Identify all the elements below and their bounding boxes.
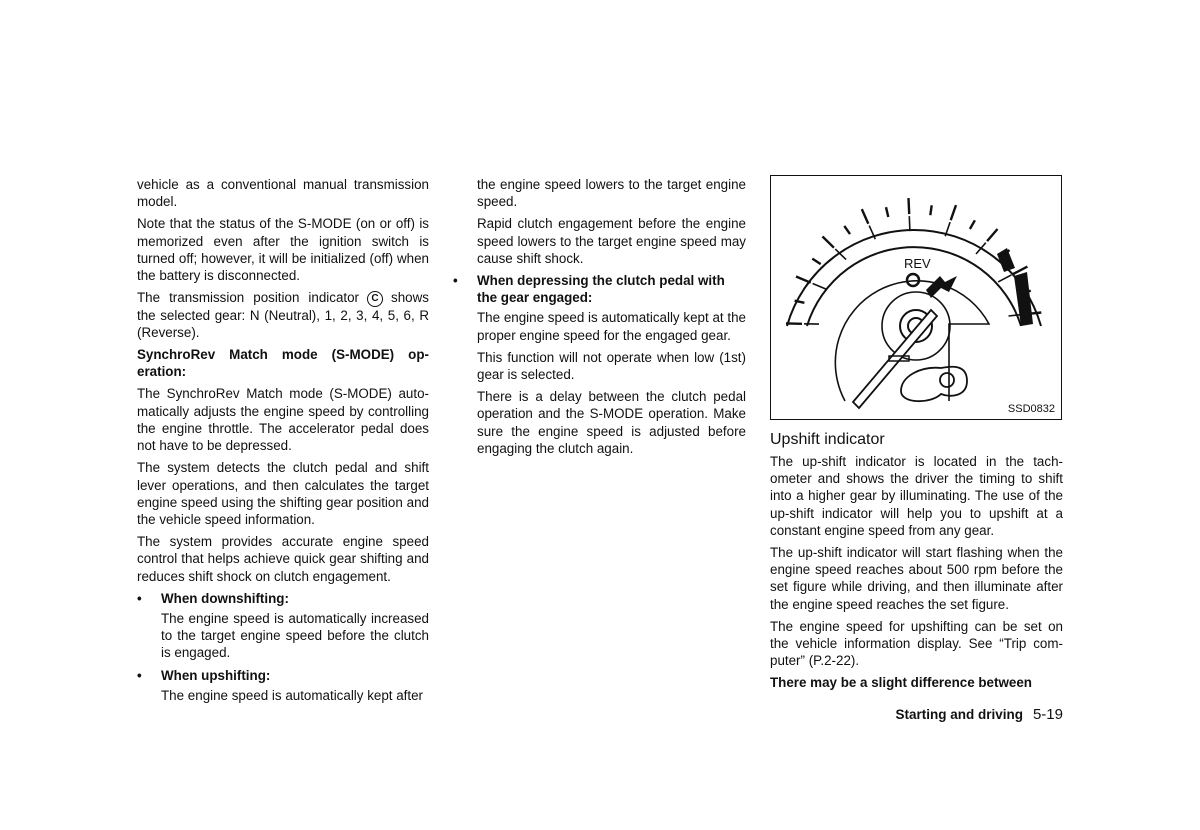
tach-inner-tick [998, 275, 1011, 282]
page-footer [895, 706, 1063, 723]
column-middle [453, 176, 746, 462]
paragraph: The up-shift indicator will start flashing when the engine speed reaches about 500 rpm before the set figure while driving, and then illuminate after the engine speed reaches the set figure. [770, 545, 1063, 612]
paragraph: vehicle as a conventional manual transmission model. [137, 177, 429, 210]
page-number: 5-19 [1032, 706, 1063, 723]
paragraph: The engine speed for upshifting can be set on the vehicle information display. See “Trip com-puter” (P.2-22). [770, 618, 1063, 669]
tach-tick [796, 277, 811, 283]
tach-tick [970, 220, 975, 229]
tach-tick [862, 209, 869, 224]
tach-inner-tick [976, 243, 986, 254]
paragraph [137, 289, 429, 341]
footer-section: Starting and driving [895, 707, 1023, 722]
tach-outer-arc [787, 230, 1041, 326]
tach-inner-tick [813, 284, 827, 290]
bullet-title: When upshifting: [161, 667, 271, 683]
tach-tick [951, 205, 956, 220]
indicator-c-icon: C [367, 291, 383, 307]
paragraph: This function will not operate when low (1st) gear is selected. [477, 349, 746, 383]
tach-inner-tick [909, 216, 910, 231]
paragraph: Rapid clutch engagement before the engine speed lowers to the target engine speed may cause shift shock. [477, 216, 746, 266]
paragraph: The engine speed is automatically kept at the proper engine speed for the engaged gear. [477, 310, 746, 343]
tach-tick [909, 198, 910, 214]
redzone-segment [997, 248, 1015, 272]
tachometer-illustration [771, 176, 1062, 420]
bullet-title: When downshifting: [161, 590, 289, 606]
paragraph-text: The transmission position indicator [137, 290, 360, 306]
tach-tick [987, 229, 997, 241]
paragraph: The engine speed is automatically increased to the target engine speed before the clutch is engaged. [161, 610, 429, 661]
section-heading: SynchroRev Match mode (S-MODE) op-eration: [137, 347, 429, 380]
tach-tick [886, 207, 888, 217]
bullet-icon: • [453, 273, 458, 289]
tachometer-figure [770, 175, 1062, 420]
paragraph: The system detects the clutch pedal and shift lever operations, and then calculates the target engine speed using the shifting gear position and the vehicle speed information. [137, 460, 429, 527]
gauge-lower-shape [901, 367, 967, 401]
bullet-title: When depressing the clutch pedal with the gear engaged: [477, 273, 725, 306]
paragraph: The SynchroRev Match mode (S-MODE) auto-matically adjusts the engine speed by controlling the engine throttle. The accelerator pedal does not have to be depressed. [137, 386, 429, 454]
rev-label: REV [904, 256, 931, 271]
paragraph-text: shows the selected gear: N (Neutral), 1, 2, 3, 4, 5, 6, R (Reverse). [137, 290, 429, 340]
bullet-icon: • [137, 667, 142, 683]
paragraph: The engine speed is automatically kept after [161, 687, 424, 703]
bullet-item [137, 667, 429, 684]
upshift-indicator-icon [907, 274, 919, 286]
paragraph: Note that the status of the S-MODE (on or off) is memorized even after the ignition switch is turned off; however, it will be initialized (off) when the battery is disconnected. [137, 216, 429, 284]
bullet-item [453, 272, 746, 306]
gauge-small-circle [940, 373, 954, 387]
tach-tick [930, 205, 931, 215]
tach-tick [812, 259, 820, 265]
tach-tick [823, 237, 834, 248]
section-title: Upshift indicator [770, 431, 885, 448]
paragraph: The up-shift indicator is located in the tach-ometer and shows the driver the timing to shift into a higher gear by illuminating. The use of the up-shift indicator will help you to upshift at a constant engine speed from any gear. [770, 454, 1063, 538]
column-left [137, 176, 429, 709]
column-right [770, 430, 1063, 697]
bullet-item [137, 590, 429, 607]
bullet-icon: • [137, 590, 142, 606]
paragraph: There is a delay between the clutch pedal operation and the S-MODE operation. Make sure the engine speed is adjusted before engaging the clutch again. [477, 389, 746, 456]
bold-paragraph: There may be a slight difference between [770, 675, 1032, 691]
figure-code: SSD0832 [1007, 403, 1055, 415]
paragraph: The system provides accurate engine speed control that helps achieve quick gear shifting and reduces shift shock on clutch engagement. [137, 534, 429, 584]
tach-tick [844, 226, 850, 234]
paragraph: the engine speed lowers to the target engine speed. [477, 177, 746, 210]
